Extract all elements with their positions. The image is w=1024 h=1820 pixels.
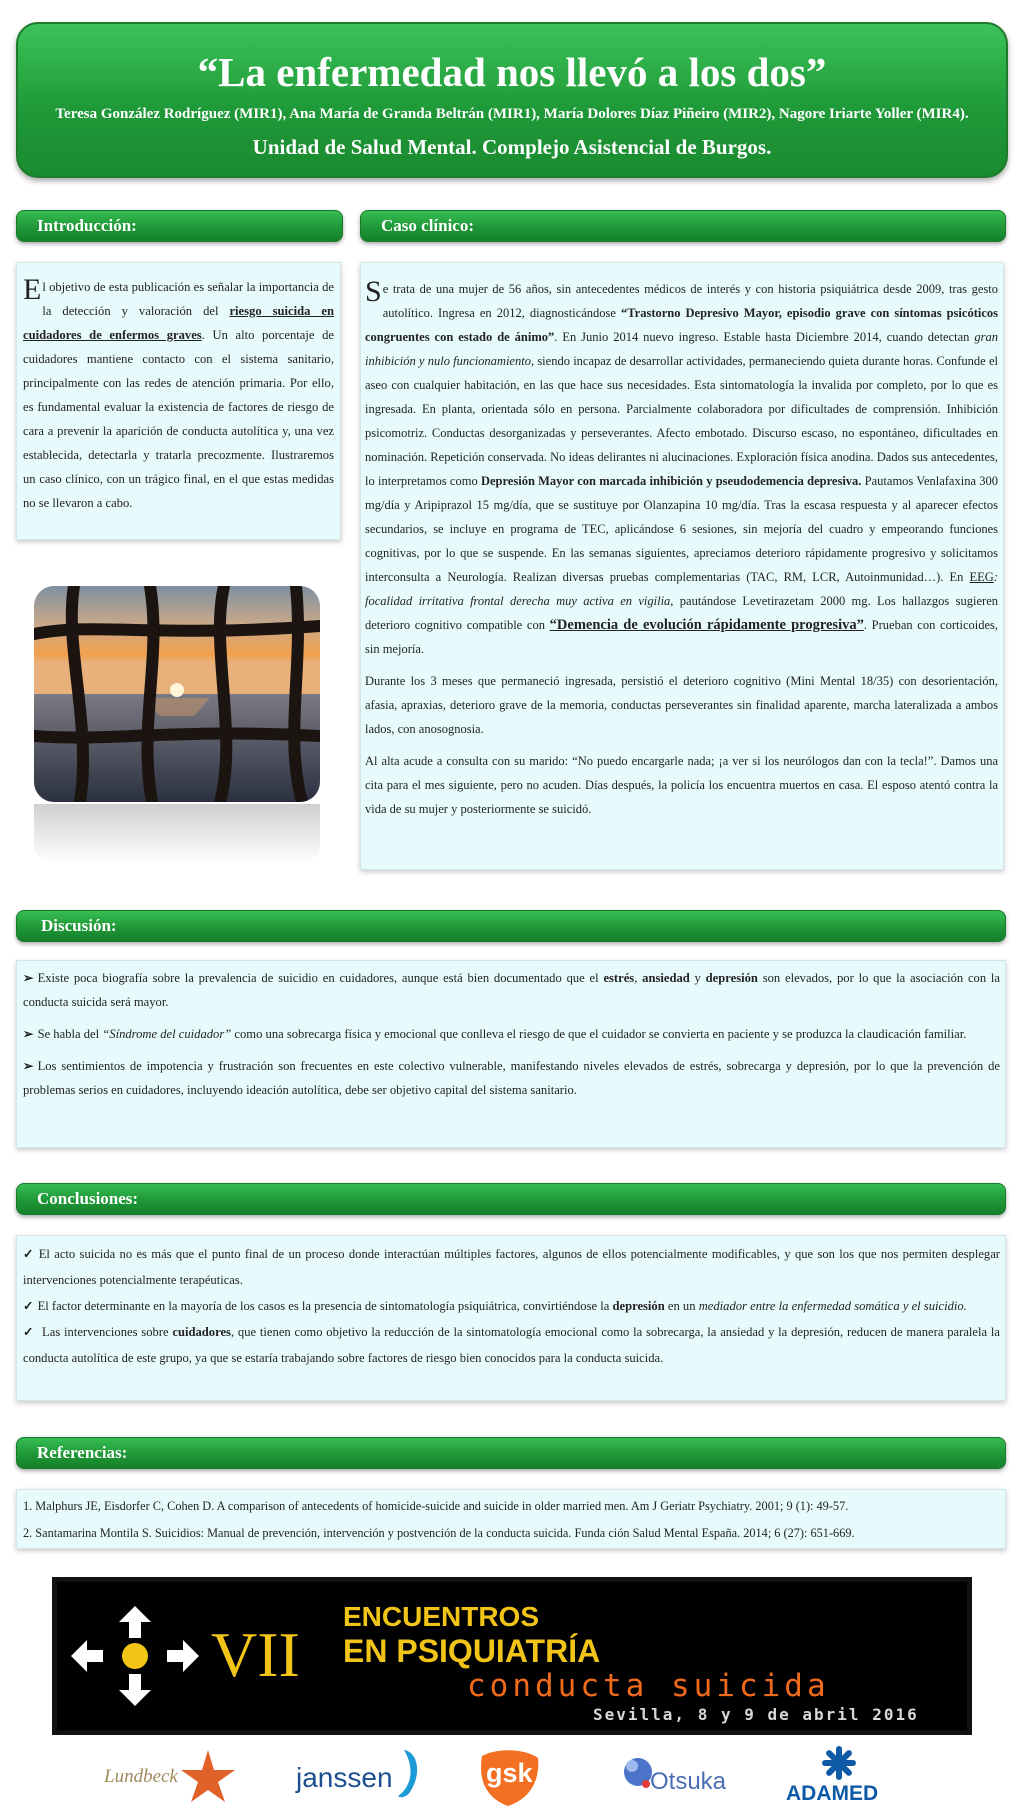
reference-2: 2. Santamarina Montila S. Suicidios: Manual de prevención, intervención y postvención de la conducta suicida. Funda ción Salud Mental España. 2014; 6 (27): 651-669. — [23, 1526, 855, 1540]
intro-dropcap: E — [23, 273, 42, 306]
conclusion-item — [23, 1319, 1000, 1371]
intro-text-1: l objetivo de esta publicación es señalar la importancia de la detección y valoración del — [42, 280, 334, 318]
intro-risk-link: riesgo suicida en cuidadores de enfermos graves — [23, 304, 334, 342]
congress-banner-graphic — [57, 1582, 967, 1730]
conclusions-heading: Conclusiones: — [37, 1189, 139, 1208]
otsuka-logo — [620, 1748, 730, 1804]
poster-title: “La enfermedad nos llevó a los dos” — [197, 49, 827, 95]
gsk-logo — [476, 1746, 542, 1808]
janssen-swoosh-icon — [396, 1748, 426, 1800]
case-paragraph-3: Al alta acude a consulta con su marido: “No puedo encargarle nada; ¡a ver si los neurólogos dan con la tecla!”. Damos una cita para el mes siguiente, pero no acuden. Días después, la policía los encuentra muertos en casa. El esposo atentó contra la vida de su mujer y posteriormente se suicidó. — [365, 754, 998, 816]
intro-text-2: . Un alto porcentaje de cuidadores mantiene contacto con el sistema sanitario, principalmente con las redes de atención primaria. Por ello, es fundamental evaluar la existencia de factores de riesgo de cara a prevenir la aparición de conducta autolítica y, una vez establecida, detectarla y tratarla precozmente. Ilustraremos un caso clínico, con un trágico final, en el que estas medidas no se llevaron a cabo. — [23, 328, 334, 510]
case-italic: : focalidad irritativa frontal derecha muy activa en vigilia — [365, 570, 998, 608]
references-heading: Referencias: — [37, 1443, 128, 1462]
case-diagnosis-3: “Demencia de evolución rápidamente progresiva” — [549, 617, 864, 633]
banner-roman: VII — [211, 1619, 300, 1690]
janssen-wordmark: janssen — [296, 1762, 393, 1793]
conclusion-text: , que tienen como objetivo la reducción de la sintomatología emocional como la sobrecarga, la ansiedad y la depresión, reducen de manera paralela la conducta autolítica de este grupo, ya que se estaría trabajando sobre factores de riesgo bien conocidos para la conducta suicida. — [23, 1325, 1001, 1365]
case-eeg: EEG — [969, 570, 994, 584]
reference-1: 1. Malphurs JE, Eisdorfer C, Cohen D. A comparison of antecedents of homicide-suicide and suicide in older married men. Am J Geriatr Psychiatry. 2001; 9 (1): 49-57. — [23, 1499, 849, 1513]
discussion-text: , — [634, 971, 643, 985]
banner-line3: conducta suicida — [467, 1668, 830, 1704]
intro-heading: Introducción: — [37, 216, 137, 235]
conclusion-bold: cuidadores — [172, 1325, 231, 1339]
case-heading: Caso clínico: — [381, 216, 475, 235]
case-paragraph-1 — [365, 277, 998, 661]
discussion-bold: ansiedad — [642, 971, 690, 985]
case-text: . En Junio 2014 nuevo ingreso. Estable hasta Diciembre 2014, cuando detectan — [554, 330, 975, 344]
lundbeck-wordmark: Lundbeck — [104, 1766, 178, 1787]
poster-institution: Unidad de Salud Mental. Complejo Asistencial de Burgos. — [252, 135, 772, 159]
intro-panel — [16, 262, 341, 540]
discussion-item — [23, 1022, 1000, 1046]
case-heading-bar — [360, 210, 1006, 242]
case-text: e trata de una mujer de 56 años, sin antecedentes médicos de interés y con historia psiquiátrica desde 2009, tras gesto autolítico. Ingresa en 2012, diagnosticándose — [382, 282, 998, 320]
discussion-item — [23, 966, 1000, 1014]
intro-heading-bar — [16, 210, 343, 242]
poster-header — [16, 22, 1008, 178]
conclusion-text: Las intervenciones sobre — [38, 1325, 173, 1339]
conclusion-text: El factor determinante en la mayoría de los casos es la presencia de sintomatología psiquiátrica, convirtiéndose la — [37, 1299, 613, 1313]
starfish-icon — [178, 1748, 238, 1804]
sunset-net-photo — [34, 586, 320, 862]
discussion-text: son elevados, por lo que la asociación con la conducta suicida será mayor. — [23, 971, 1001, 1009]
discussion-text: como una sobrecarga física y emocional que conlleva el riesgo de que el cuidador se convierta en paciente y se produzca la claudicación familiar. — [231, 1027, 967, 1041]
conclusions-panel — [16, 1235, 1006, 1401]
conclusion-text: El acto suicida no es más que el punto final de un proceso donde interactúan múltiples factores, algunos de ellos potencialmente modificables, y que son los que nos permiten desplegar intervenciones potencialmente terapéuticas. — [23, 1247, 1000, 1287]
gsk-wordmark: gsk — [486, 1758, 533, 1788]
lundbeck-logo — [100, 1748, 240, 1804]
photo-reflection — [34, 804, 320, 864]
discussion-text: Existe poca biografía sobre la prevalencia de suicidio en cuidadores, aunque está bien documentado que el — [37, 971, 604, 985]
case-diagnosis-2: Depresión Mayor con marcada inhibición y pseudodemencia depresiva. — [480, 474, 862, 488]
case-text: , siendo incapaz de desarrollar actividades, permaneciendo quieta durante horas. Confunde el aseo con cualquier habitación, en las que hace sus necesidades. Esta sintomatología la invalida por completo, por lo que es ingresada. En planta, orientada sólo en persona. Parcialmente colaboradora por dificultades de comprensión. Inhibición psicomotriz. Conductas desorganizadas y perseverantes. Afecto embotado. Discurso escaso, no espontáneo, dificultades en nominación. Repetición conservada. No ideas delirantes ni alucinaciones. Exploración física anodina. Dados sus antecedentes, lo interpretamos como — [365, 354, 998, 488]
congress-banner — [52, 1577, 972, 1735]
check-bullet-icon: ✓ — [23, 1299, 34, 1313]
case-text: . Prueban con corticoides, sin mejoría. — [365, 618, 999, 656]
check-bullet-icon: ✓ — [23, 1325, 35, 1339]
otsuka-wordmark: Otsuka — [650, 1768, 727, 1795]
poster-authors: Teresa González Rodríguez (MIR1), Ana María de Granda Beltrán (MIR1), María Dolores Díaz Piñeiro (MIR2), Nagore Iriarte Yoller (MIR4). — [55, 106, 969, 122]
check-bullet-icon: ✓ — [23, 1247, 35, 1261]
discussion-heading-bar — [16, 910, 1006, 942]
sunset-image — [34, 586, 320, 802]
discussion-item — [23, 1054, 1000, 1102]
case-text: Pautamos Venlafaxina 300 mg/día y Aripiprazol 15 mg/día, que se sustituye por Olanzapina 10 mg/día. Tras la escasa respuesta y al aparecer efectos secundarios, se incluye en programa de TEC, aplicándose 6 sesiones, sin mejoría del cuadro y empeorando funciones cognitivas, por lo que se suspende. En las semanas siguientes, apreciamos deterioro rápidamente progresivo y solicitamos interconsulta a Neurología. Realizan diversas pruebas complementarias (TAC, RM, LCR, Autoinmunidad…). En — [365, 474, 998, 584]
conclusion-item — [23, 1241, 1000, 1293]
discussion-italic: “Síndrome del cuidador” — [102, 1027, 232, 1041]
banner-line4: Sevilla, 8 y 9 de abril 2016 — [593, 1705, 919, 1724]
banner-line2: EN PSIQUIATRÍA — [343, 1633, 601, 1669]
conclusions-heading-bar — [16, 1183, 1006, 1215]
references-panel — [16, 1489, 1006, 1549]
case-diagnosis-1: “Trastorno Depresivo Mayor, episodio grave con síntomas psicóticos congruentes con estado de ánimo” — [365, 306, 998, 344]
case-paragraph-2: Durante los 3 meses que permaneció ingresada, persistió el deterioro cognitivo (Mini Mental 18/35) con desorientación, afasia, apraxias, deterioro grave de la memoria, conductas perseverantes sin finalidad aparente, marcha lateralizada a ambos lados, con anosognosia. — [365, 674, 998, 736]
conclusion-italic: mediador entre la enfermedad somática y el suicidio. — [698, 1299, 967, 1313]
discussion-text: Los sentimientos de impotencia y frustración son frecuentes en este colectivo vulnerable, manifestando niveles elevados de estrés, sobrecarga y depresión, por lo que la prevención de problemas serios en cuidadores, incluyendo ideación autolítica, debe ser objetivo capital del sistema sanitario. — [23, 1059, 1000, 1097]
conclusion-text: en un — [664, 1299, 699, 1313]
discussion-bold: estrés — [603, 971, 635, 985]
conclusion-bold: depresión — [612, 1299, 665, 1313]
case-panel — [360, 262, 1004, 870]
case-italic: gran inhibición y nulo funcionamiento — [365, 330, 998, 368]
discussion-bold: depresión — [705, 971, 758, 985]
case-dropcap: S — [365, 275, 382, 308]
arrow-bullet-icon: ➢ — [23, 1059, 34, 1073]
case-text: , pautándose Levetirazetam 2000 mg. Los hallazgos sugieren deterioro cognitivo compatible con — [365, 594, 998, 632]
adamed-logo — [784, 1746, 894, 1806]
banner-line1: ENCUENTROS — [343, 1601, 540, 1632]
janssen-logo — [296, 1748, 426, 1804]
conclusion-item — [23, 1293, 1000, 1319]
discussion-text: Se habla del — [37, 1027, 103, 1041]
discussion-heading: Discusión: — [41, 916, 117, 935]
arrow-bullet-icon: ➢ — [23, 971, 34, 985]
discussion-text: y — [689, 971, 706, 985]
discussion-panel — [16, 960, 1006, 1148]
references-heading-bar — [16, 1437, 1006, 1469]
arrow-bullet-icon: ➢ — [23, 1027, 34, 1041]
adamed-star-icon — [822, 1746, 856, 1780]
adamed-wordmark: ADAMED — [786, 1782, 879, 1805]
